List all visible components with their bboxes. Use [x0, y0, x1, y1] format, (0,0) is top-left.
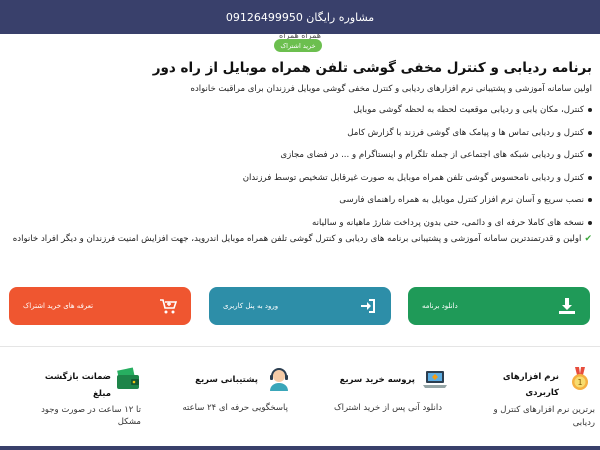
footer-bar: [0, 446, 600, 450]
cart-icon: [159, 297, 177, 315]
feature-desc: پاسخگویی حرفه ای ۲۴ ساعته: [182, 403, 288, 413]
feature-title: پشتیبانی سریع: [195, 375, 258, 385]
support-agent-icon: [266, 366, 292, 392]
laptop-icon: [422, 366, 448, 392]
subscription-plans-label: تعرفه های خرید اشتراک: [23, 302, 94, 310]
feature-fast-purchase: [318, 366, 448, 436]
svg-text:1: 1: [577, 378, 583, 387]
feature-item: کنترل و ردیابی تماس ها و پیامک های گوشی فرزند با گزارش کامل: [8, 125, 592, 148]
feature-title: پروسه خرید سریع: [339, 375, 415, 385]
consult-phone-text[interactable]: مشاوره رایگان 09126499950: [225, 10, 375, 24]
feature-item: کنترل و ردیابی نامحسوس گوشی تلفن همراه موبایل به صورت غیرقابل تشخیص توسط فرزندان: [8, 170, 592, 193]
page-title: برنامه ردیابی و کنترل مخفی گوشی تلفن همراه موبایل از راه دور: [152, 60, 592, 76]
intro-text: اولین سامانه آموزشی و پشتیبانی نرم افزارهای ردیابی و کنترل مخفی گوشی موبایل فرزندان برای مراقبت خانواده: [190, 84, 592, 94]
bullet-icon: [588, 221, 592, 225]
feature-desc: تا ۱۲ ساعت در صورت وجود مشکل: [41, 405, 141, 427]
feature-fast-support: [170, 366, 292, 436]
header-ghost-text: همراه همراه: [279, 31, 321, 39]
bullet-icon: [588, 176, 592, 180]
feature-useful-apps: [470, 366, 595, 436]
subscribe-pill-button[interactable]: خرید اشتراک: [274, 39, 322, 52]
feature-list: [8, 102, 592, 238]
user-panel-login-button[interactable]: [209, 287, 391, 325]
download-app-button[interactable]: [408, 287, 590, 325]
user-panel-label: ورود به پنل کاربری: [223, 302, 279, 310]
bullet-icon: [588, 108, 592, 112]
bullet-icon: [588, 198, 592, 202]
feature-item: کنترل و ردیابی شبکه های اجتماعی از جمله تلگرام و اینستاگرام و ... در فضای مجازی: [8, 147, 592, 170]
medal-icon: [567, 366, 593, 392]
subscription-plans-button[interactable]: [9, 287, 191, 325]
closing-text: ✔اولین و قدرتمندترین سامانه آموزشی و پشتیبانی برنامه های ردیابی و کنترل گوشی تلفن همراه موبایل اندروید، جهت افزایش امنیت فرزندان و دیگر افراد خانواده: [12, 234, 592, 244]
feature-desc: برترین نرم افزارهای کنترل و ردیابی: [493, 405, 595, 428]
download-app-label: دانلود برنامه: [422, 302, 458, 310]
download-icon: [558, 297, 576, 315]
feature-item: نصب سریع و آسان نرم افزار کنترل موبایل به همراه راهنمای فارسی: [8, 192, 592, 215]
bullet-icon: [588, 131, 592, 135]
login-icon: [359, 297, 377, 315]
feature-title: نرم افزارهای کاربردی: [502, 372, 559, 398]
feature-item: نسخه های کاملا حرفه ای و دائمی، حتی بدون پرداخت شارژ ماهیانه و سالیانه: [8, 215, 592, 238]
section-divider: [0, 346, 600, 347]
feature-title: ضمانت بازگشت مبلغ: [44, 372, 111, 399]
feature-money-back: [30, 366, 145, 436]
feature-item: کنترل، مکان یابی و ردیابی موقعیت لحظه به لحظه گوشی موبایل: [8, 102, 592, 125]
top-bar: [0, 0, 600, 34]
feature-desc: دانلود آنی پس از خرید اشتراک: [334, 403, 442, 413]
bullet-icon: [588, 153, 592, 157]
check-icon: ✔: [584, 234, 592, 244]
wallet-icon: [115, 366, 141, 392]
